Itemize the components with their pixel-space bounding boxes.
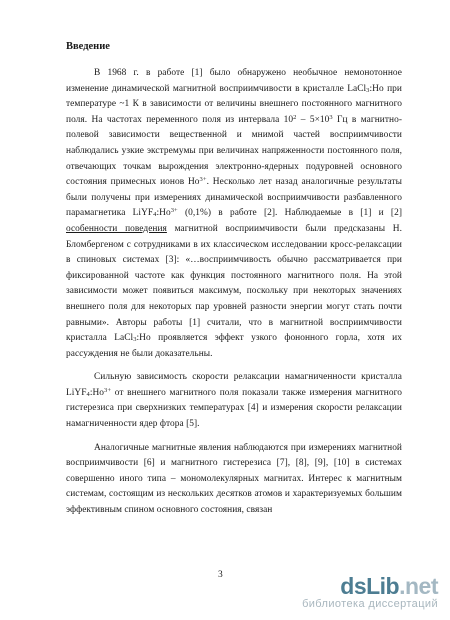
superscript: 3+ — [104, 386, 112, 394]
text-run: Аналогичные магнитные явления наблюдаются при измерениях магнитной восприимчивости [6] и магнитного гистерезиса [7], [8], [9], [10] в системах совершенно иного типа – мономолекулярных магнитах. Интерес к магнитным системам, состоящим из нескольких десятков атомов и характеризуемых большим эффективным спином основного состояния, связан — [66, 442, 402, 516]
page-number: 3 — [218, 570, 223, 580]
text-run: В 1968 г. в работе [1] было обнаружено необычное немонотонное изменение динамической магнитной восприимчивости в кристалле LaCl — [66, 68, 402, 94]
subscript: 4 — [86, 390, 90, 398]
text-run: :Ho — [156, 208, 171, 219]
text-run: (0,1%) в работе [2]. Наблюдаемые в [1] и [2] — [177, 208, 402, 219]
superscript: 2 — [293, 113, 297, 121]
text-run: :Ho проявляется эффект узкого фононного горла, хотя их рассуждения не были доказательны. — [66, 333, 402, 359]
text-run: от внешнего магнитного поля показали также измерения магнитного гистерезиса при сверхнизких температурах [4] и измерения скорости релаксации намагниченности ядер фтора [5]. — [66, 387, 402, 430]
paragraph — [66, 370, 402, 432]
watermark-tagline: библиотека диссертаций — [302, 598, 438, 610]
subscript: 4 — [153, 211, 157, 219]
superscript: 3+ — [170, 207, 178, 215]
text-run: :Ho — [89, 387, 105, 398]
text-run: Гц в магнитно-полевой зависимости вещественной и мнимой частей восприимчивости наблюдались узкие экстремумы при величинах напряженности постоянного поля, отвечающих точкам вырождения электронно-ядерных подуровней основного состояния примесных ионов Ho — [66, 114, 402, 188]
paragraph — [66, 441, 402, 519]
subscript: 3 — [133, 336, 137, 344]
superscript: 3+ — [199, 176, 207, 184]
watermark-logo-text — [302, 574, 438, 598]
section-heading: Введение — [66, 41, 110, 52]
text-run: . Несколько лет назад аналогичные результаты были получены при измерениях динамической восприимчивости разбавленного парамагнетика LiYF — [66, 177, 403, 219]
paragraph — [66, 66, 402, 362]
watermark-logo-part2: .net — [399, 573, 438, 599]
watermark-logo-part1: dsLib — [340, 573, 400, 599]
watermark-logo — [302, 574, 438, 610]
underlined-text: особенности поведения — [66, 223, 167, 234]
text-run: – 5×10 — [296, 114, 330, 125]
superscript: 3 — [329, 113, 333, 121]
text-run: Сильную зависимость скорости релаксации намагниченности кристалла LiYF — [66, 372, 402, 398]
text-run: :Ho при температуре ~1 К в зависимости от величины внешнего постоянного магнитного поля. На частотах переменного поля из интервала 10 — [66, 83, 402, 125]
subscript: 3 — [366, 86, 370, 94]
body-text — [66, 66, 402, 527]
text-run: магнитной восприимчивости были предсказаны Н. Бломбергеном с сотрудниками в их классическом исследовании кросс-релаксации в спиновых системах [3]: «…восприимчивость обычно рассматривается при фиксированной частоте как функция постоянного магнитного поля. На этой зависимости может появиться максимум, поскольку при некоторых значениях внешнего поля для некоторых пар уровней разности энергии могут стать почти равными». Авторы работы [1] считали, что в магнитной восприимчивости кристалла LaCl — [66, 223, 402, 344]
